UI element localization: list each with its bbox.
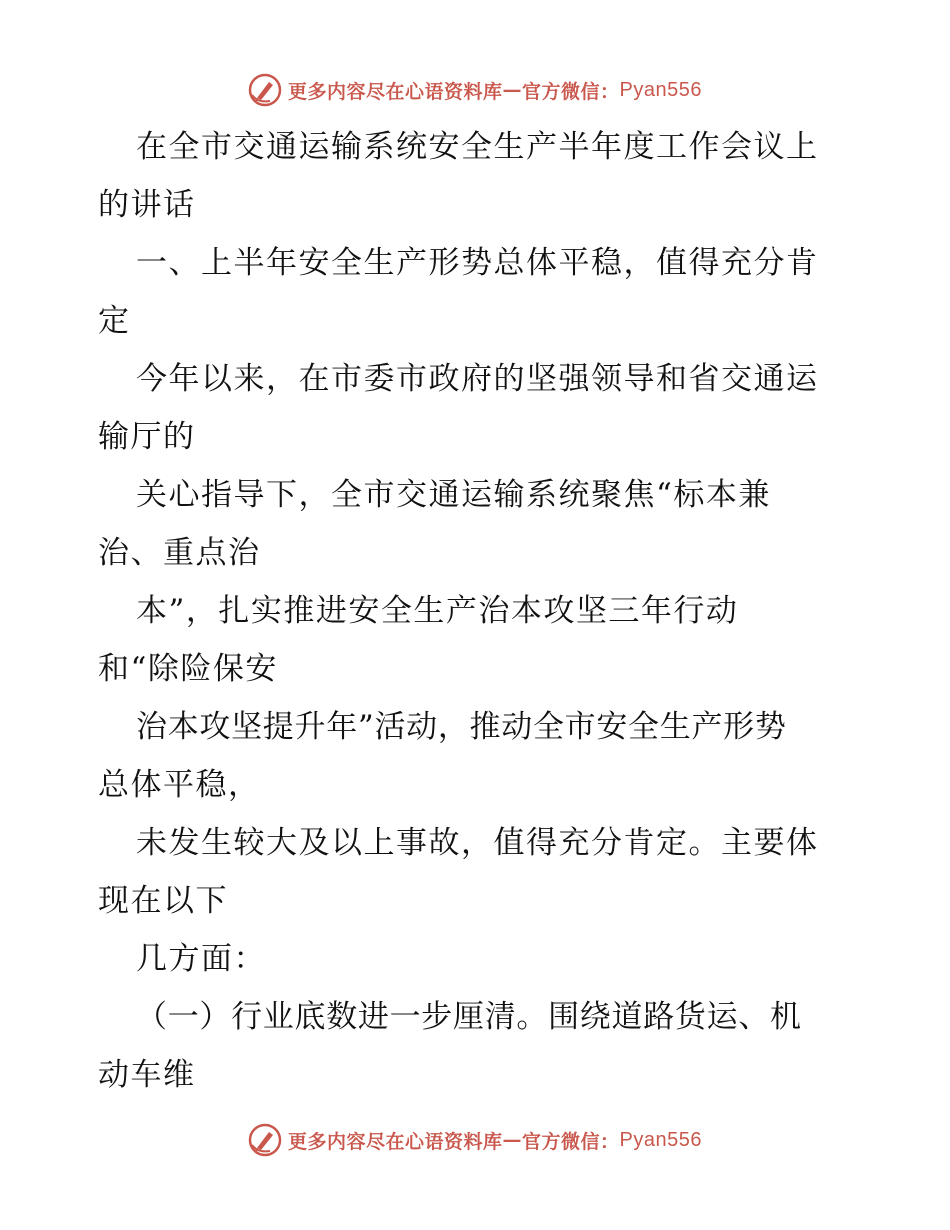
- text-line: 治本攻坚提升年”活动，推动全市安全生产形势: [136, 709, 787, 745]
- watermark-account: Pyan556: [619, 1128, 702, 1151]
- watermark-text: 更多内容尽在心语资料库: [288, 1130, 503, 1153]
- watermark-label: 官方微信：: [522, 80, 620, 103]
- watermark-label: 官方微信：: [522, 1130, 620, 1153]
- header-watermark: [0, 70, 950, 110]
- text-line: 今年以来，在市委市政府的坚强领导和省交通运: [136, 361, 819, 397]
- text-line: 一、上半年安全生产形势总体平稳，值得充分肯: [136, 245, 819, 281]
- text-line: 动车维: [98, 1057, 196, 1093]
- footer-watermark: [0, 1120, 950, 1160]
- text-line: （一）行业底数进一步厘清。围绕道路货运、机: [136, 999, 802, 1035]
- text-line: 几方面：: [136, 941, 266, 977]
- text-line: 本”，扎实推进安全生产治本攻坚三年行动: [136, 593, 739, 629]
- text-line: 现在以下: [98, 883, 228, 919]
- text-line: 和“除险保安: [98, 651, 278, 687]
- watermark-text: 更多内容尽在心语资料库: [288, 80, 503, 103]
- pen-logo-icon: [248, 1123, 282, 1157]
- pen-logo-icon: [248, 73, 282, 107]
- text-line: 总体平稳，: [98, 767, 261, 803]
- document-body: [98, 118, 858, 1104]
- watermark-account: Pyan556: [619, 78, 702, 101]
- text-line: 关心指导下，全市交通运输系统聚焦“标本兼: [136, 477, 771, 513]
- text-line: 输厅的: [98, 419, 196, 455]
- watermark-dash: —: [502, 1129, 523, 1151]
- text-line: 在全市交通运输系统安全生产半年度工作会议上: [136, 129, 819, 165]
- text-line: 未发生较大及以上事故，值得充分肯定。主要体: [136, 825, 819, 861]
- text-line: 定: [98, 303, 129, 339]
- watermark-dash: —: [502, 79, 523, 101]
- text-line: 治、重点治: [98, 535, 261, 571]
- text-line: 的讲话: [98, 187, 196, 223]
